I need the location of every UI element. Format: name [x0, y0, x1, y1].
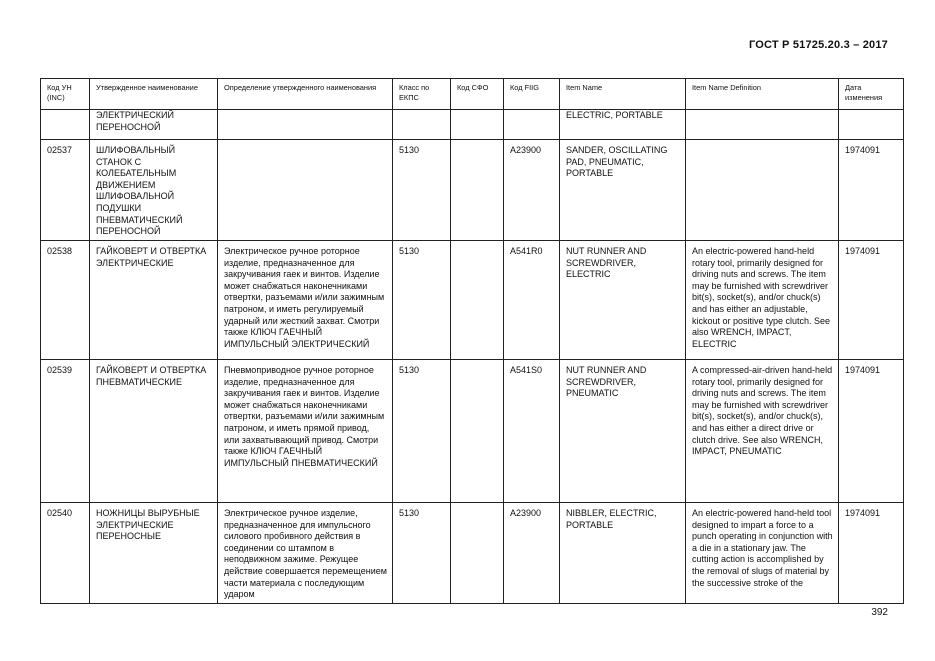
cell-inc: 02538 — [41, 241, 90, 360]
table-row — [41, 360, 904, 503]
cell-fsc-class: 5130 — [393, 503, 451, 604]
col-header-approved-name: Утвержденное наименование — [90, 79, 218, 110]
col-header-item-name: Item Name — [560, 79, 686, 110]
cell-fiig-code: A541R0 — [504, 241, 560, 360]
cell-sfo-code — [451, 110, 504, 140]
cell-item-name-definition — [686, 110, 839, 140]
cell-fsc-class: 5130 — [393, 360, 451, 503]
cell-inc: 02537 — [41, 140, 90, 241]
col-header-fiig-code: Код FIIG — [504, 79, 560, 110]
cell-change-date: 1974091 — [839, 503, 904, 604]
cell-change-date — [839, 110, 904, 140]
cell-change-date: 1974091 — [839, 241, 904, 360]
cell-definition: Электрическое ручное изделие, предназначенное для импульсного силового пробивного действия в соединении со штампом в неподвижном зажиме. Режущее действие совершается перемещением части материала с последующим ударом — [218, 503, 393, 604]
cell-fsc-class: 5130 — [393, 140, 451, 241]
cell-approved-name: ГАЙКОВЕРТ И ОТВЕРТКА ЭЛЕКТРИЧЕСКИЕ — [90, 241, 218, 360]
cell-fsc-class: 5130 — [393, 241, 451, 360]
cell-item-name: NUT RUNNER AND SCREWDRIVER, PNEUMATIC — [560, 360, 686, 503]
cell-inc: 02539 — [41, 360, 90, 503]
col-header-inc: Код УН (INC) — [41, 79, 90, 110]
cell-item-name-definition: An electric-powered hand-held tool designed to impart a force to a punch operating in conjunction with a die in a stationary jaw. The cutting action is accomplished by the removal of slugs of material by the successive stroke of the — [686, 503, 839, 604]
cell-approved-name: НОЖНИЦЫ ВЫРУБНЫЕ ЭЛЕКТРИЧЕСКИЕ ПЕРЕНОСНЫЕ — [90, 503, 218, 604]
cell-item-name: ELECTRIC, PORTABLE — [560, 110, 686, 140]
table-header-row — [41, 79, 904, 110]
cell-sfo-code — [451, 503, 504, 604]
table-row — [41, 110, 904, 140]
table-row — [41, 241, 904, 360]
col-header-change-date: Дата изменения — [839, 79, 904, 110]
document-title: ГОСТ Р 51725.20.3 – 2017 — [748, 39, 888, 51]
page-number: 392 — [871, 607, 888, 618]
cell-fiig-code: A541S0 — [504, 360, 560, 503]
cell-item-name: SANDER, OSCILLATING PAD, PNEUMATIC, PORTABLE — [560, 140, 686, 241]
cell-definition: Пневмоприводное ручное роторное изделие, предназначенное для закручивания гаек и винтов. Изделие может снабжаться наконечниками отвертки, разъемами и/или зажимным патроном, и иметь прямой привод, или захватывающий привод. Смотри также КЛЮЧ ГАЕЧНЫЙ ИМПУЛЬСНЫЙ ПНЕВМАТИЧЕСКИЙ — [218, 360, 393, 503]
cell-item-name: NIBBLER, ELECTRIC, PORTABLE — [560, 503, 686, 604]
cell-change-date: 1974091 — [839, 140, 904, 241]
cell-fiig-code: A23900 — [504, 140, 560, 241]
cell-approved-name: ЭЛЕКТРИЧЕСКИЙ ПЕРЕНОСНОЙ — [90, 110, 218, 140]
cell-definition — [218, 110, 393, 140]
cell-change-date: 1974091 — [839, 360, 904, 503]
cell-fiig-code: A23900 — [504, 503, 560, 604]
item-names-table — [40, 78, 904, 604]
cell-inc: 02540 — [41, 503, 90, 604]
cell-sfo-code — [451, 241, 504, 360]
cell-item-name-definition: A compressed-air-driven hand-held rotary tool, primarily designed for driving nuts and screws. The item may be furnished with screwdriver bit(s), socket(s), and/or chuck(s), and has either a direct drive or clutch drive. See also WRENCH, IMPACT, PNEUMATIC — [686, 360, 839, 503]
cell-inc — [41, 110, 90, 140]
cell-definition: Электрическое ручное роторное изделие, предназначенное для закручивания гаек и винтов. Изделие может снабжаться наконечниками отвертки, разъемами и/или зажимным патроном, и иметь регулируемый ударный или жесткий захват. Смотри также КЛЮЧ ГАЕЧНЫЙ ИМПУЛЬСНЫЙ ЭЛЕКТРИЧЕСКИЙ — [218, 241, 393, 360]
cell-approved-name: ШЛИФОВАЛЬНЫЙ СТАНОК С КОЛЕБАТЕЛЬНЫМ ДВИЖЕНИЕМ ШЛИФОВАЛЬНОЙ ПОДУШКИ ПНЕВМАТИЧЕСКИЙ ПЕРЕНОСНОЙ — [90, 140, 218, 241]
cell-item-name-definition — [686, 140, 839, 241]
cell-fsc-class — [393, 110, 451, 140]
cell-sfo-code — [451, 360, 504, 503]
cell-approved-name: ГАЙКОВЕРТ И ОТВЕРТКА ПНЕВМАТИЧЕСКИЕ — [90, 360, 218, 503]
col-header-sfo-code: Код СФО — [451, 79, 504, 110]
table-row — [41, 503, 904, 604]
cell-definition — [218, 140, 393, 241]
cell-sfo-code — [451, 140, 504, 241]
col-header-fsc-class: Класс по ЕКПС — [393, 79, 451, 110]
col-header-definition: Определение утвержденного наименования — [218, 79, 393, 110]
table-row — [41, 140, 904, 241]
cell-item-name-definition: An electric-powered hand-held rotary tool, primarily designed for driving nuts and screws. The item may be furnished with screwdriver bit(s), socket(s), and/or chuck(s) and has either an adjustable, kickout or positive type clutch. See also WRENCH, IMPACT, ELECTRIC — [686, 241, 839, 360]
col-header-item-name-definition: Item Name Definition — [686, 79, 839, 110]
cell-item-name: NUT RUNNER AND SCREWDRIVER, ELECTRIC — [560, 241, 686, 360]
cell-fiig-code — [504, 110, 560, 140]
